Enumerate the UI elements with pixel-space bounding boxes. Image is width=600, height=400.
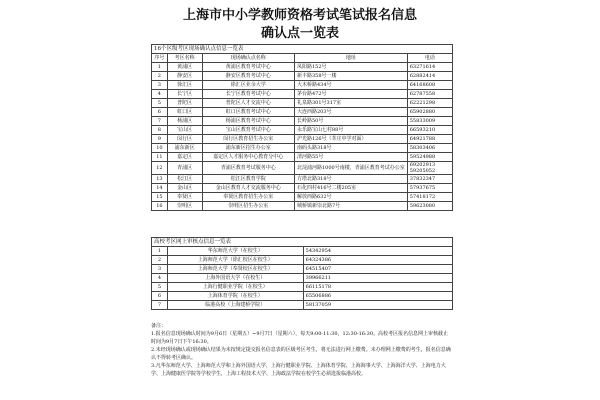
table-cell: 永乐路宝山七村88号 (294, 126, 407, 135)
table-cell: 大木桥路434号 (294, 81, 407, 90)
table-cell: 静安区 (167, 72, 202, 81)
header-cell: 电话 (407, 54, 452, 63)
district-row (152, 99, 453, 108)
table-cell: 北淀浦河路1000号南楼，青浦区教育考试办公室 (294, 162, 407, 175)
district-row (152, 153, 453, 162)
table-cell: 普陀区人才交流中心 (202, 99, 294, 108)
table-cell: 奉贤区教育招生办公室 (202, 193, 294, 202)
notes-heading: 备注： (151, 323, 167, 329)
school-table (151, 237, 453, 310)
doc-title-line1: 上海市中小学教师资格考试笔试报名信息 (182, 8, 417, 23)
table-cell: 闵行区 (167, 135, 202, 144)
table-cell: 1 (152, 247, 168, 256)
table-cell: 杨浦区 (167, 117, 202, 126)
table-cell: 茅台路472号 (294, 90, 407, 99)
table-cell: 上海师范大学（徐汇校区在校生） (167, 256, 303, 265)
header-cell: 序号 (152, 54, 168, 63)
header-cell: 地址 (294, 54, 407, 63)
table-cell: 嘉定区 (167, 153, 202, 162)
table-cell: 66115178 (303, 283, 452, 292)
table-cell: 7 (152, 117, 168, 126)
table-cell: 58137059 (303, 301, 452, 310)
table-cell: 37832347 (407, 175, 452, 184)
table-cell: 松江区教育学院 (202, 175, 294, 184)
table-cell: 嘉定区人才服务中心教育分中心 (202, 153, 294, 162)
table-cell: 青浦区 (167, 162, 202, 175)
table-cell: 石化四村416号二楼205室 (294, 184, 407, 193)
district-row (152, 108, 453, 117)
table-cell: 16 (152, 202, 168, 211)
table-cell: 虹口区 (167, 108, 202, 117)
doc-title-line2: 确认点一览表 (260, 26, 339, 41)
table-cell: 城桥镇新崇北路7号 (294, 202, 407, 211)
table-cell: 上海师范大学（奉贤校区在校生） (167, 265, 303, 274)
table-cell: 10 (152, 144, 168, 153)
school-row (152, 292, 453, 301)
table-cell: 临港高校（上海建桥学院） (167, 301, 303, 310)
table-cell: 青浦区教育考试服务中心 (202, 162, 294, 175)
district-table-header (152, 54, 453, 63)
table-cell: 礼泉路301号317室 (294, 99, 407, 108)
table-cell: 浦东新区 (167, 144, 202, 153)
district-row (152, 90, 453, 99)
table-cell: 金山区 (167, 184, 202, 193)
table-cell: 长宁区教育考试中心 (202, 90, 294, 99)
table-cell: 长宁区 (167, 90, 202, 99)
table-cell: 金山区教育人才交流服务中心 (202, 184, 294, 193)
district-table-caption: 16个区级考区现场确认点信息一览表 (152, 45, 453, 54)
school-row (152, 247, 453, 256)
table-cell: 浦东新区招生办公室 (202, 144, 294, 153)
school-row (152, 274, 453, 283)
notes-section (151, 322, 453, 378)
table-cell: 上海体育学院（在校生） (167, 292, 303, 301)
district-row (152, 144, 453, 153)
table-cell: 39966211 (303, 274, 452, 283)
table-cell: 8 (152, 126, 168, 135)
table-cell: 凤阳路152号 (294, 63, 407, 72)
table-cell: 5 (152, 99, 168, 108)
table-cell: 14 (152, 184, 168, 193)
district-row (152, 162, 453, 175)
table-cell: 12 (152, 162, 168, 175)
table-cell: 64921788 (407, 135, 452, 144)
table-cell: 崇明区 (167, 202, 202, 211)
header-cell: 考区名称 (167, 54, 202, 63)
table-cell: 2 (152, 256, 168, 265)
table-cell: 3 (152, 81, 168, 90)
table-cell: 5 (152, 283, 168, 292)
table-cell: 64324386 (303, 256, 452, 265)
school-row (152, 256, 453, 265)
table-cell: 54342954 (303, 247, 452, 256)
table-cell: 松江区 (167, 175, 202, 184)
table-cell: 64515407 (303, 265, 452, 274)
school-row (152, 301, 453, 310)
table-cell: 59623080 (407, 202, 452, 211)
school-row (152, 265, 453, 274)
note-item: 2.未经现场确认或现场确认结果为未按规定提交报名信息表的区级考区考生，将无法进行网上缴费。未办理网上缴费的考生，报名信息确认不得转考区确认。 (151, 347, 451, 361)
table-cell: 65902880 (407, 108, 452, 117)
table-cell: 64168608 (407, 81, 452, 90)
table-cell: 63271614 (407, 63, 452, 72)
table-cell: 62787558 (407, 90, 452, 99)
table-cell: 南码头路318号 (294, 144, 407, 153)
table-cell: 6 (152, 108, 168, 117)
table-cell: 11 (152, 153, 168, 162)
table-cell: 13 (152, 175, 168, 184)
table-cell: 69202913 59205052 (407, 162, 452, 175)
table-cell: 2 (152, 72, 168, 81)
school-row (152, 283, 453, 292)
table-cell: 4 (152, 274, 168, 283)
table-cell: 宝山区教育考试中心 (202, 126, 294, 135)
district-row (152, 184, 453, 193)
district-row (152, 126, 453, 135)
district-row (152, 81, 453, 90)
district-row (152, 202, 453, 211)
table-cell: 静安区教育考试中心 (202, 72, 294, 81)
district-row (152, 72, 453, 81)
table-cell: 9 (152, 135, 168, 144)
table-cell: 15 (152, 193, 168, 202)
table-cell: 方塔北路318号 (294, 175, 407, 184)
table-cell: 上海外国语大学（在校生） (167, 274, 303, 283)
table-cell: 58303406 (407, 144, 452, 153)
table-cell: 徐汇区业余大学 (202, 81, 294, 90)
table-cell: 宝山区 (167, 126, 202, 135)
school-table-caption: 高校考区网上审核点信息一览表 (152, 238, 453, 247)
table-cell: 虹口区教育考试中心 (202, 108, 294, 117)
header-cell: 现场确认点名称 (202, 54, 294, 63)
table-cell: 65506886 (303, 292, 452, 301)
table-cell: 3 (152, 265, 168, 274)
table-cell: 1 (152, 63, 168, 72)
table-cell: 4 (152, 90, 168, 99)
district-row (152, 193, 453, 202)
table-cell: 清河路55号 (294, 153, 407, 162)
district-row (152, 117, 453, 126)
table-cell: 徐汇区 (167, 81, 202, 90)
table-cell: 奉贤区 (167, 193, 202, 202)
table-cell: 大连西路203号 (294, 108, 407, 117)
table-cell: 57937675 (407, 184, 452, 193)
table-cell: 57418172 (407, 193, 452, 202)
table-cell: 华东师范大学（在校生） (167, 247, 303, 256)
district-row (152, 175, 453, 184)
table-cell: 62221298 (407, 99, 452, 108)
district-table (151, 44, 453, 211)
table-cell: 黄浦区 (167, 63, 202, 72)
table-cell: 6 (152, 292, 168, 301)
table-cell: 62882414 (407, 72, 452, 81)
table-cell: 长岭路50号 (294, 117, 407, 126)
table-cell: 普陀区 (167, 99, 202, 108)
table-cell: 黄浦区教育考试中心 (202, 63, 294, 72)
table-cell: 新丰路358号一楼 (294, 72, 407, 81)
district-row (152, 63, 453, 72)
table-cell: 上海行健职业学院（在校生） (167, 283, 303, 292)
district-row (152, 135, 453, 144)
table-cell: 沪光路126号（莘庄中学对面） (294, 135, 407, 144)
table-cell: 66593210 (407, 126, 452, 135)
table-cell: 55833009 (407, 117, 452, 126)
table-cell: 解放西路632号 (294, 193, 407, 202)
table-cell: 崇明区招生办公室 (202, 202, 294, 211)
note-item: 3.凡华东师范大学、上海师范大学和上海外国语大学、上海行健职业学院、上海体育学院、上海海事大学、上海海洋大学、上海电力大学、上海健康医学院等学校学生，上海工程技术大学、上海政法学院在校学生必须选报临港高校。 (151, 363, 446, 377)
table-cell: 7 (152, 301, 168, 310)
table-cell: 59524988 (407, 153, 452, 162)
note-item: 1.报名信息现场确认时间为9月6日（星期五）~9月7日（星期六），每天9:00-11:30，12:30-16:30。高校考区报名信息网上审核截止时间为9月7日下午16:30。 (151, 331, 449, 345)
table-cell: 杨浦区教育考试中心 (202, 117, 294, 126)
table-cell: 闵行区教育招生办公室 (202, 135, 294, 144)
